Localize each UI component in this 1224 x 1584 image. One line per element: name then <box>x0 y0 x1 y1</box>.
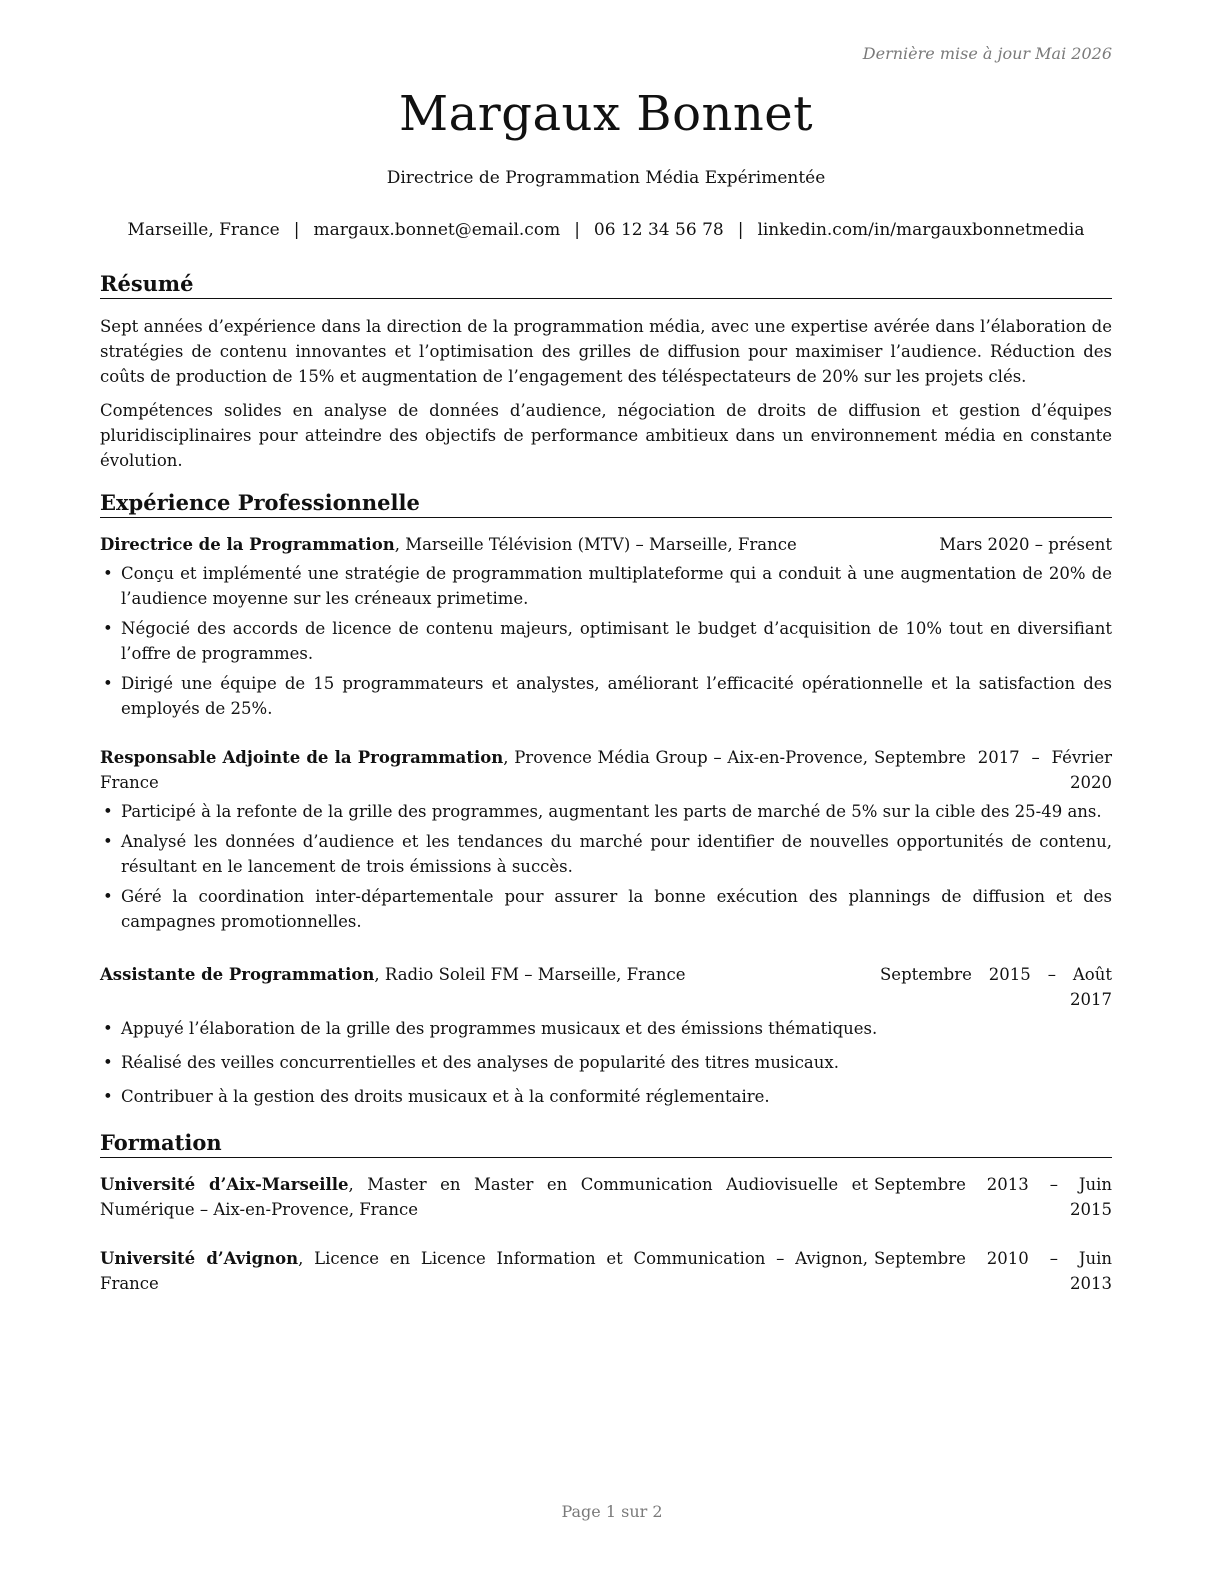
achievement-list <box>100 561 1112 721</box>
contact-email[interactable]: margaux.bonnet@email.com <box>313 220 561 240</box>
degree-details: , Licence en Licence Information et Communication – Avignon, France <box>100 1249 868 1293</box>
job-dates: Mars 2020 – présent <box>939 535 1112 554</box>
education-dates: Septembre 2010 – Juin 2013 <box>874 1249 1112 1293</box>
contact-separator: | <box>574 220 580 240</box>
experience-entry <box>100 745 1112 939</box>
bullet-icon: • <box>103 802 113 821</box>
bullet-icon: • <box>103 832 113 851</box>
list-item: • Contribuer à la gestion des droits musicaux et à la conformité réglementaire. <box>100 1084 1112 1109</box>
entry-header <box>100 1246 1112 1296</box>
achievement-list <box>100 799 1112 934</box>
job-details: , Radio Soleil FM – Marseille, France <box>374 965 686 984</box>
contact-separator: | <box>737 220 744 240</box>
contact-separator: | <box>293 220 300 240</box>
bullet-icon: • <box>103 1053 113 1072</box>
education-entry <box>100 1246 1112 1296</box>
education-entry <box>100 1172 1112 1222</box>
summary-paragraph: Sept années d’expérience dans la direction de la programmation média, avec une expertise avérée dans l’élaboration de stratégies de contenu innovantes et l’optimisation des grilles de diffusion pour maximiser l’audience. Réduction des coûts de production de 15% et augmentation de l’engagement des téléspectateurs de 20% sur les projets clés. <box>100 317 1112 386</box>
job-details: , Provence Média Group – Aix-en-Provence, France <box>100 748 868 792</box>
entry-header <box>100 1172 1112 1222</box>
list-item: • Géré la coordination inter-départementale pour assurer la bonne exécution des plannings de diffusion et des campagnes promotionnelles. <box>100 884 1112 934</box>
experience-entry <box>100 532 1112 726</box>
bullet-icon: • <box>103 1019 113 1038</box>
achievement-list <box>100 1016 1112 1109</box>
degree-details: , Master en Master en Communication Audiovisuelle et Numérique – Aix-en-Provence, France <box>100 1175 868 1219</box>
list-item: • Négocié des accords de licence de contenu majeurs, optimisant le budget d’acquisition de 10% tout en diversifiant l’offre de programmes. <box>100 616 1112 666</box>
education-section-title: Formation <box>100 1130 1112 1158</box>
job-dates: Septembre 2015 – Août 2017 <box>880 965 1112 1009</box>
bullet-icon: • <box>103 887 113 906</box>
list-item: • Conçu et implémenté une stratégie de programmation multiplateforme qui a conduit à une augmentation de 20% de l’audience moyenne sur les créneaux primetime. <box>100 561 1112 611</box>
bullet-icon: • <box>103 674 113 693</box>
contact-line <box>100 220 1112 240</box>
list-item: • Appuyé l’élaboration de la grille des programmes musicaux et des émissions thématiques. <box>100 1016 1112 1041</box>
list-item: • Réalisé des veilles concurrentielles et des analyses de popularité des titres musicaux. <box>100 1050 1112 1075</box>
list-item: • Dirigé une équipe de 15 programmateurs et analystes, améliorant l’efficacité opérationnelle et la satisfaction des employés de 25%. <box>100 671 1112 721</box>
contact-linkedin[interactable]: linkedin.com/in/margauxbonnetmedia <box>757 220 1085 240</box>
entry-header <box>100 962 1112 1012</box>
summary-section-title: Résumé <box>100 271 1112 299</box>
bullet-icon: • <box>103 619 113 638</box>
summary-paragraph: Compétences solides en analyse de données d’audience, négociation de droits de diffusion et gestion d’équipes pluridisciplinaires pour atteindre des objectifs de performance ambitieux dans un environnement média en constante évolution. <box>100 401 1112 470</box>
bullet-icon: • <box>103 1087 113 1106</box>
job-title: Directrice de la Programmation <box>100 535 395 554</box>
job-dates: Septembre 2017 – Février 2020 <box>874 748 1112 792</box>
bullet-icon: • <box>103 564 113 583</box>
last-updated-note: Dernière mise à jour Mai 2026 <box>862 44 1112 63</box>
school-name: Université d’Avignon <box>100 1249 299 1268</box>
entry-header <box>100 745 1112 795</box>
list-item: • Participé à la refonte de la grille des programmes, augmentant les parts de marché de 5% sur la cible des 25-49 ans. <box>100 799 1112 824</box>
page-number: Page 1 sur 2 <box>561 1502 663 1521</box>
job-title: Responsable Adjointe de la Programmation <box>100 748 504 767</box>
candidate-headline: Directrice de Programmation Média Expérimentée <box>386 168 826 188</box>
entry-header <box>100 532 1112 557</box>
contact-location: Marseille, France <box>127 220 280 240</box>
school-name: Université d’Aix-Marseille <box>100 1175 349 1194</box>
experience-entry <box>100 962 1112 1114</box>
education-dates: Septembre 2013 – Juin 2015 <box>874 1175 1112 1219</box>
candidate-name: Margaux Bonnet <box>399 86 813 142</box>
experience-section-title: Expérience Professionnelle <box>100 490 1112 518</box>
job-details: , Marseille Télévision (MTV) – Marseille, France <box>394 535 797 554</box>
job-title: Assistante de Programmation <box>100 965 375 984</box>
list-item: • Analysé les données d’audience et les tendances du marché pour identifier de nouvelles opportunités de contenu, résultant en le lancement de trois émissions à succès. <box>100 829 1112 879</box>
contact-phone: 06 12 34 56 78 <box>593 220 724 240</box>
